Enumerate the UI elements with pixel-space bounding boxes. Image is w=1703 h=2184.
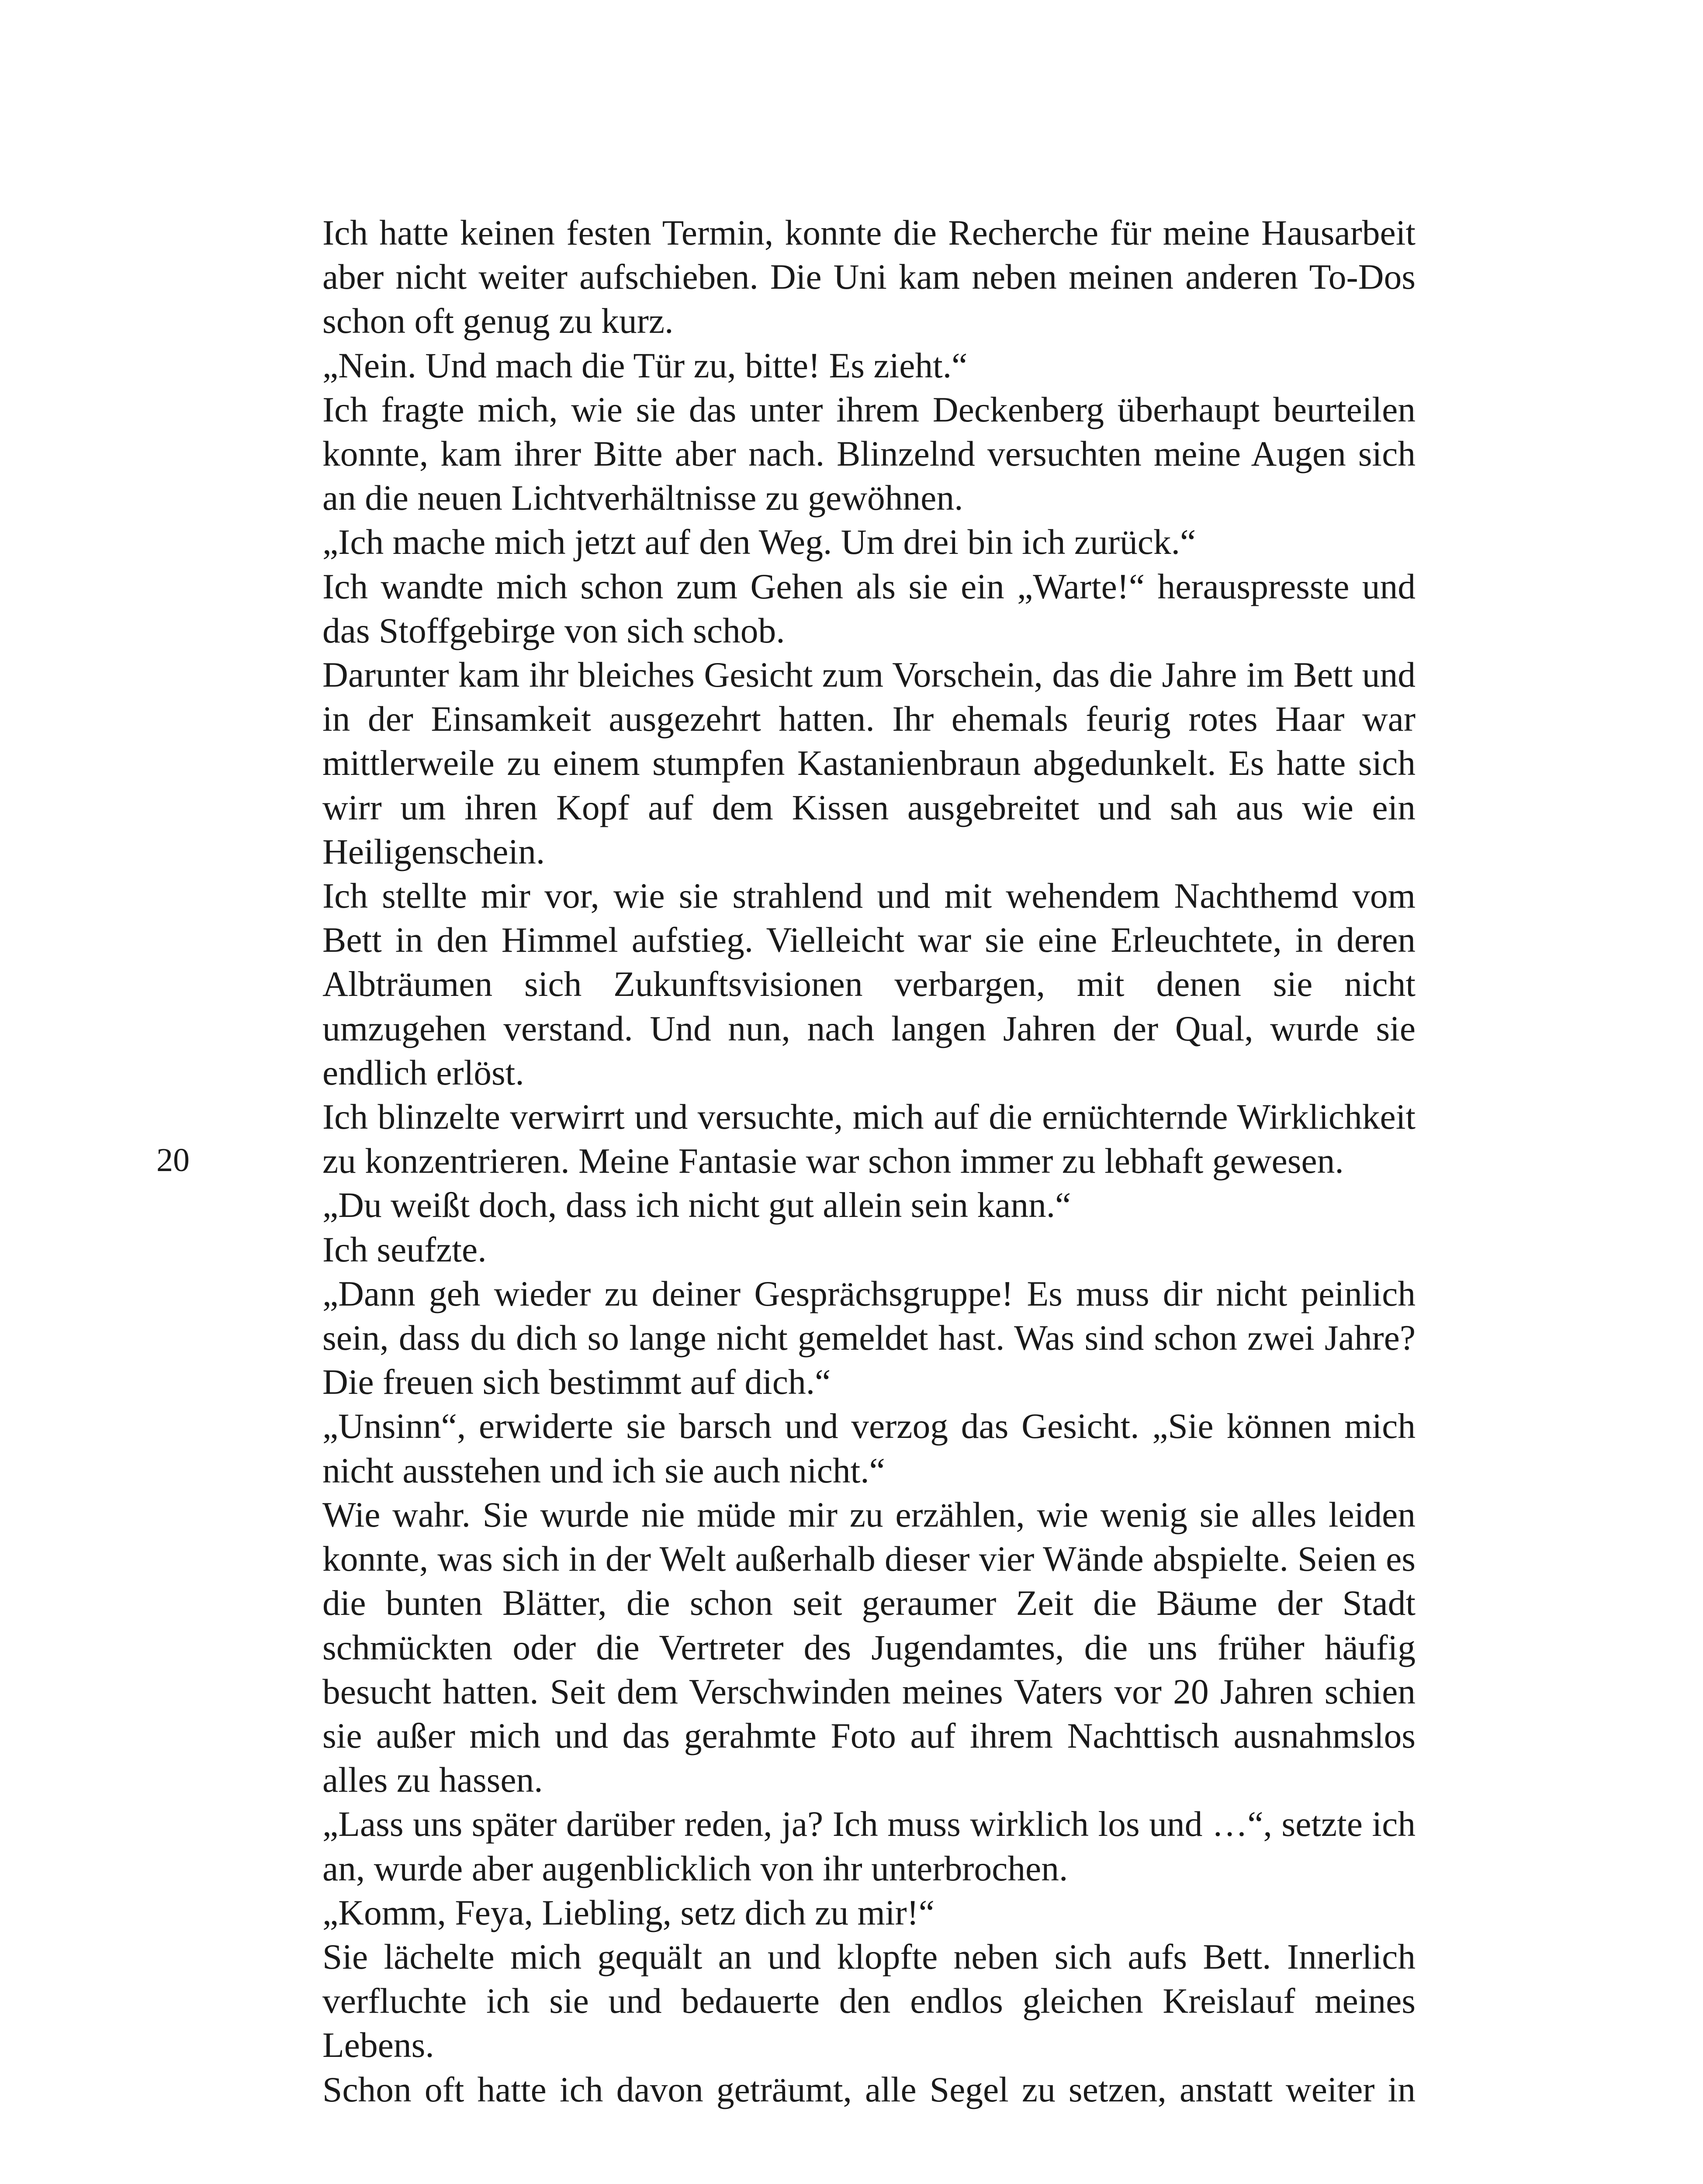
paragraph: „Lass uns später darüber reden, ja? Ich muss wirklich los und …“, setzte ich an, wurde aber augenblicklich von ihr unterbrochen.: [322, 1804, 1416, 1888]
paragraph: Schon oft hatte ich davon geträumt, alle Segel zu setzen, anstatt weiter in: [322, 2069, 1416, 2109]
paragraph: „Du weißt doch, dass ich nicht gut allein sein kann.“: [322, 1185, 1071, 1225]
paragraph: Ich fragte mich, wie sie das unter ihrem Deckenberg überhaupt beurteilen konnte, kam ihrer Bitte aber nach. Blinzelnd versuchten meine Augen sich an die neuen Lichtverhältnisse zu gewöhnen.: [322, 389, 1416, 518]
paragraph: Wie wahr. Sie wurde nie müde mir zu erzählen, wie wenig sie alles leiden konnte, was sich in der Welt außerhalb dieser vier Wände abspielte. Seien es die bunten Blätter, die schon seit geraumer Zeit die Bäume der Stadt schmückten oder die Vertreter des Jugendamtes, die uns früher häufig besucht hatten. Seit dem Verschwinden meines Vaters vor 20 Jahren schien sie außer mich und das gerahmte Foto auf ihrem Nachttisch ausnahmslos alles zu hassen.: [322, 1494, 1416, 1800]
paragraph: Ich wandte mich schon zum Gehen als sie ein „Warte!“ herauspresste und das Stoffgebirge von sich schob.: [322, 566, 1416, 650]
page-number: 20: [156, 1142, 190, 1178]
paragraph: „Ich mache mich jetzt auf den Weg. Um drei bin ich zurück.“: [322, 522, 1196, 562]
paragraph: „Unsinn“, erwiderte sie barsch und verzog das Gesicht. „Sie können mich nicht ausstehen und ich sie auch nicht.“: [322, 1406, 1416, 1490]
paragraph: „Komm, Feya, Liebling, setz dich zu mir!“: [322, 1892, 935, 1932]
paragraph: Ich blinzelte verwirrt und versuchte, mich auf die ernüchternde Wirklichkeit zu konzentrieren. Meine Fantasie war schon immer zu lebhaft gewesen.: [322, 1097, 1416, 1181]
paragraph: Sie lächelte mich gequält an und klopfte neben sich aufs Bett. Innerlich verfluchte ich sie und bedauerte den endlos gleichen Kreislauf meines Lebens.: [322, 1936, 1416, 2065]
body-text: [322, 211, 1416, 2111]
paragraph: „Nein. Und mach die Tür zu, bitte! Es zieht.“: [322, 345, 968, 385]
paragraph: Darunter kam ihr bleiches Gesicht zum Vorschein, das die Jahre im Bett und in der Einsamkeit ausgezehrt hatten. Ihr ehemals feurig rotes Haar war mittlerweile zu einem stumpfen Kastanienbraun abgedunkelt. Es hatte sich wirr um ihren Kopf auf dem Kissen ausgebreitet und sah aus wie ein Heiligenschein.: [322, 655, 1416, 871]
paragraph: Ich hatte keinen festen Termin, konnte die Recherche für meine Hausarbeit aber nicht weiter aufschieben. Die Uni kam neben meinen anderen To-Dos schon oft genug zu kurz.: [322, 213, 1416, 341]
paragraph: Ich seufzte.: [322, 1229, 487, 1269]
paragraph: „Dann geh wieder zu deiner Gesprächsgruppe! Es muss dir nicht peinlich sein, dass du dich so lange nicht gemeldet hast. Was sind schon zwei Jahre? Die freuen sich bestimmt auf dich.“: [322, 1273, 1416, 1402]
paragraph: Ich stellte mir vor, wie sie strahlend und mit wehendem Nachthemd vom Bett in den Himmel aufstieg. Vielleicht war sie eine Erleuchtete, in deren Albträumen sich Zukunftsvisionen verbargen, mit denen sie nicht umzugehen verstand. Und nun, nach langen Jahren der Qual, wurde sie endlich erlöst.: [322, 876, 1416, 1092]
